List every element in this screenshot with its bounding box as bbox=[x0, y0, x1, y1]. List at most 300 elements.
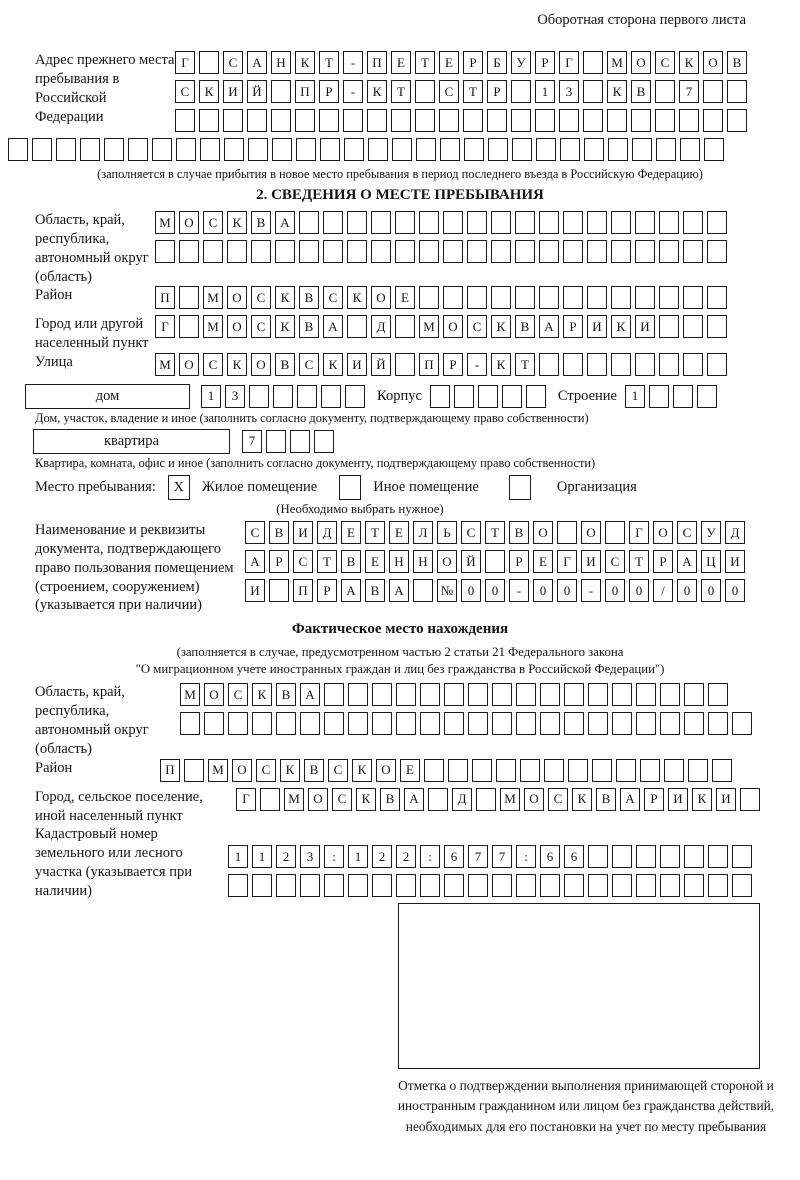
char-box[interactable] bbox=[635, 286, 655, 309]
char-box[interactable] bbox=[199, 51, 219, 74]
char-box[interactable] bbox=[228, 712, 248, 735]
char-box[interactable] bbox=[660, 845, 680, 868]
char-box[interactable] bbox=[468, 874, 488, 897]
char-box[interactable] bbox=[252, 874, 272, 897]
char-box[interactable] bbox=[539, 240, 559, 263]
char-box[interactable] bbox=[563, 211, 583, 234]
char-box[interactable]: П bbox=[367, 51, 387, 74]
char-box[interactable]: В bbox=[509, 521, 529, 544]
char-box[interactable] bbox=[372, 683, 392, 706]
char-box[interactable] bbox=[673, 385, 693, 408]
char-box[interactable]: И bbox=[668, 788, 688, 811]
char-box[interactable]: В bbox=[269, 521, 289, 544]
char-box[interactable]: Д bbox=[371, 315, 391, 338]
char-box[interactable] bbox=[631, 109, 651, 132]
char-box[interactable] bbox=[269, 579, 289, 602]
char-box[interactable] bbox=[727, 109, 747, 132]
char-box[interactable]: П bbox=[419, 353, 439, 376]
char-box[interactable] bbox=[659, 315, 679, 338]
char-box[interactable]: 0 bbox=[461, 579, 481, 602]
char-box[interactable]: С bbox=[439, 80, 459, 103]
char-box[interactable] bbox=[464, 138, 484, 161]
char-box[interactable] bbox=[396, 683, 416, 706]
char-box[interactable]: О bbox=[443, 315, 463, 338]
char-box[interactable] bbox=[56, 138, 76, 161]
char-box[interactable] bbox=[415, 109, 435, 132]
char-box[interactable] bbox=[420, 874, 440, 897]
char-box[interactable]: Т bbox=[415, 51, 435, 74]
char-box[interactable]: И bbox=[725, 550, 745, 573]
char-box[interactable]: У bbox=[701, 521, 721, 544]
char-box[interactable] bbox=[516, 712, 536, 735]
char-box[interactable] bbox=[502, 385, 522, 408]
char-box[interactable]: Р bbox=[644, 788, 664, 811]
char-box[interactable] bbox=[276, 874, 296, 897]
char-box[interactable]: К bbox=[352, 759, 372, 782]
char-box[interactable]: 3 bbox=[300, 845, 320, 868]
char-box[interactable]: А bbox=[620, 788, 640, 811]
char-box[interactable] bbox=[704, 138, 724, 161]
char-box[interactable] bbox=[227, 240, 247, 263]
char-box[interactable]: А bbox=[404, 788, 424, 811]
char-box[interactable] bbox=[515, 240, 535, 263]
char-box[interactable] bbox=[587, 211, 607, 234]
char-box[interactable] bbox=[588, 874, 608, 897]
char-box[interactable]: В bbox=[380, 788, 400, 811]
char-box[interactable]: О bbox=[653, 521, 673, 544]
char-box[interactable] bbox=[635, 240, 655, 263]
char-box[interactable]: Р bbox=[563, 315, 583, 338]
char-box[interactable]: И bbox=[635, 315, 655, 338]
char-box[interactable]: Г bbox=[175, 51, 195, 74]
char-box[interactable] bbox=[649, 385, 669, 408]
char-box[interactable]: 7 bbox=[242, 430, 262, 453]
char-box[interactable] bbox=[659, 286, 679, 309]
char-box[interactable] bbox=[587, 353, 607, 376]
char-box[interactable] bbox=[444, 712, 464, 735]
char-box[interactable] bbox=[659, 240, 679, 263]
char-box[interactable]: О bbox=[227, 315, 247, 338]
char-box[interactable] bbox=[323, 240, 343, 263]
char-box[interactable] bbox=[454, 385, 474, 408]
char-box[interactable] bbox=[559, 109, 579, 132]
char-box[interactable]: Г bbox=[155, 315, 175, 338]
char-box[interactable]: В bbox=[251, 211, 271, 234]
char-box[interactable]: С bbox=[332, 788, 352, 811]
char-box[interactable] bbox=[468, 683, 488, 706]
char-box[interactable]: Т bbox=[629, 550, 649, 573]
char-box[interactable] bbox=[511, 80, 531, 103]
char-box[interactable] bbox=[440, 138, 460, 161]
char-box[interactable] bbox=[539, 211, 559, 234]
char-box[interactable]: С bbox=[655, 51, 675, 74]
char-box[interactable] bbox=[683, 315, 703, 338]
char-box[interactable] bbox=[616, 759, 636, 782]
char-box[interactable] bbox=[468, 712, 488, 735]
char-box[interactable] bbox=[732, 874, 752, 897]
char-box[interactable]: Г bbox=[557, 550, 577, 573]
char-box[interactable]: И bbox=[581, 550, 601, 573]
char-box[interactable]: С bbox=[245, 521, 265, 544]
char-box[interactable] bbox=[396, 874, 416, 897]
char-box[interactable] bbox=[485, 550, 505, 573]
char-box[interactable]: К bbox=[367, 80, 387, 103]
char-box[interactable] bbox=[249, 385, 269, 408]
char-box[interactable] bbox=[320, 138, 340, 161]
char-box[interactable]: С bbox=[223, 51, 243, 74]
char-box[interactable]: 0 bbox=[533, 579, 553, 602]
char-box[interactable] bbox=[395, 353, 415, 376]
char-box[interactable] bbox=[492, 712, 512, 735]
char-box[interactable] bbox=[560, 138, 580, 161]
char-box[interactable]: Р bbox=[653, 550, 673, 573]
char-box[interactable] bbox=[496, 759, 516, 782]
char-box[interactable]: 0 bbox=[557, 579, 577, 602]
char-box[interactable]: А bbox=[275, 211, 295, 234]
char-box[interactable]: О bbox=[524, 788, 544, 811]
char-box[interactable] bbox=[683, 211, 703, 234]
char-box[interactable] bbox=[347, 211, 367, 234]
char-box[interactable] bbox=[416, 138, 436, 161]
char-box[interactable]: Б bbox=[487, 51, 507, 74]
char-box[interactable] bbox=[564, 712, 584, 735]
char-box[interactable]: А bbox=[677, 550, 697, 573]
char-box[interactable] bbox=[179, 240, 199, 263]
char-box[interactable] bbox=[199, 109, 219, 132]
char-box[interactable] bbox=[348, 683, 368, 706]
char-box[interactable] bbox=[104, 138, 124, 161]
char-box[interactable]: Г bbox=[559, 51, 579, 74]
char-box[interactable] bbox=[413, 579, 433, 602]
char-box[interactable]: Т bbox=[515, 353, 535, 376]
char-box[interactable]: В bbox=[299, 286, 319, 309]
char-box[interactable]: С bbox=[203, 211, 223, 234]
char-box[interactable]: О bbox=[251, 353, 271, 376]
char-box[interactable] bbox=[175, 109, 195, 132]
char-box[interactable] bbox=[128, 138, 148, 161]
char-box[interactable] bbox=[703, 80, 723, 103]
char-box[interactable]: С bbox=[251, 286, 271, 309]
char-box[interactable]: О bbox=[533, 521, 553, 544]
char-box[interactable]: М bbox=[155, 211, 175, 234]
char-box[interactable] bbox=[697, 385, 717, 408]
char-box[interactable] bbox=[324, 712, 344, 735]
char-box[interactable] bbox=[655, 109, 675, 132]
char-box[interactable] bbox=[592, 759, 612, 782]
char-box[interactable] bbox=[632, 138, 652, 161]
char-box[interactable] bbox=[540, 683, 560, 706]
char-box[interactable]: Ь bbox=[437, 521, 457, 544]
char-box[interactable]: 1 bbox=[201, 385, 221, 408]
char-box[interactable]: О bbox=[308, 788, 328, 811]
char-box[interactable]: Т bbox=[317, 550, 337, 573]
char-box[interactable]: Р bbox=[509, 550, 529, 573]
char-box[interactable]: Н bbox=[389, 550, 409, 573]
stay-type-checkbox-other[interactable] bbox=[339, 475, 361, 500]
char-box[interactable] bbox=[314, 430, 334, 453]
stay-type-checkbox-organization[interactable] bbox=[509, 475, 531, 500]
char-box[interactable]: И bbox=[716, 788, 736, 811]
char-box[interactable]: 2 bbox=[396, 845, 416, 868]
char-box[interactable]: О bbox=[232, 759, 252, 782]
char-box[interactable]: 7 bbox=[679, 80, 699, 103]
char-box[interactable]: 7 bbox=[468, 845, 488, 868]
char-box[interactable] bbox=[740, 788, 760, 811]
char-box[interactable]: К bbox=[227, 211, 247, 234]
char-box[interactable] bbox=[252, 712, 272, 735]
char-box[interactable]: Р bbox=[443, 353, 463, 376]
char-box[interactable]: И bbox=[347, 353, 367, 376]
char-box[interactable]: В bbox=[365, 579, 385, 602]
char-box[interactable] bbox=[248, 138, 268, 161]
char-box[interactable] bbox=[300, 712, 320, 735]
char-box[interactable]: И bbox=[223, 80, 243, 103]
char-box[interactable]: 0 bbox=[605, 579, 625, 602]
char-box[interactable] bbox=[260, 788, 280, 811]
char-box[interactable]: К bbox=[275, 315, 295, 338]
char-box[interactable]: А bbox=[341, 579, 361, 602]
char-box[interactable] bbox=[703, 109, 723, 132]
char-box[interactable] bbox=[324, 683, 344, 706]
char-box[interactable] bbox=[443, 211, 463, 234]
char-box[interactable] bbox=[272, 138, 292, 161]
char-box[interactable]: В bbox=[727, 51, 747, 74]
char-box[interactable]: Е bbox=[533, 550, 553, 573]
char-box[interactable] bbox=[266, 430, 286, 453]
char-box[interactable] bbox=[707, 353, 727, 376]
char-box[interactable] bbox=[684, 845, 704, 868]
char-box[interactable] bbox=[204, 712, 224, 735]
char-box[interactable]: К bbox=[356, 788, 376, 811]
char-box[interactable]: - bbox=[581, 579, 601, 602]
char-box[interactable]: И bbox=[587, 315, 607, 338]
char-box[interactable]: / bbox=[653, 579, 673, 602]
char-box[interactable]: 0 bbox=[725, 579, 745, 602]
char-box[interactable] bbox=[324, 874, 344, 897]
char-box[interactable] bbox=[588, 845, 608, 868]
char-box[interactable] bbox=[8, 138, 28, 161]
char-box[interactable] bbox=[444, 874, 464, 897]
char-box[interactable] bbox=[224, 138, 244, 161]
char-box[interactable]: М bbox=[607, 51, 627, 74]
char-box[interactable]: Д bbox=[317, 521, 337, 544]
char-box[interactable]: И bbox=[245, 579, 265, 602]
char-box[interactable] bbox=[492, 874, 512, 897]
char-box[interactable]: Р bbox=[269, 550, 289, 573]
char-box[interactable] bbox=[203, 240, 223, 263]
char-box[interactable] bbox=[712, 759, 732, 782]
char-box[interactable] bbox=[540, 874, 560, 897]
char-box[interactable] bbox=[372, 712, 392, 735]
char-box[interactable] bbox=[491, 286, 511, 309]
char-box[interactable] bbox=[536, 138, 556, 161]
char-box[interactable] bbox=[179, 286, 199, 309]
char-box[interactable] bbox=[371, 240, 391, 263]
char-box[interactable]: К bbox=[607, 80, 627, 103]
char-box[interactable] bbox=[180, 712, 200, 735]
char-box[interactable] bbox=[583, 80, 603, 103]
char-box[interactable]: 0 bbox=[677, 579, 697, 602]
char-box[interactable] bbox=[443, 286, 463, 309]
char-box[interactable]: - bbox=[467, 353, 487, 376]
char-box[interactable] bbox=[371, 211, 391, 234]
char-box[interactable]: 6 bbox=[564, 845, 584, 868]
char-box[interactable] bbox=[420, 712, 440, 735]
char-box[interactable] bbox=[635, 211, 655, 234]
char-box[interactable]: Т bbox=[365, 521, 385, 544]
char-box[interactable] bbox=[539, 353, 559, 376]
char-box[interactable] bbox=[607, 109, 627, 132]
char-box[interactable]: А bbox=[389, 579, 409, 602]
char-box[interactable] bbox=[295, 109, 315, 132]
char-box[interactable] bbox=[516, 683, 536, 706]
char-box[interactable] bbox=[392, 138, 412, 161]
char-box[interactable]: Л bbox=[413, 521, 433, 544]
char-box[interactable]: Т bbox=[485, 521, 505, 544]
char-box[interactable] bbox=[430, 385, 450, 408]
char-box[interactable] bbox=[683, 240, 703, 263]
char-box[interactable] bbox=[348, 712, 368, 735]
char-box[interactable] bbox=[247, 109, 267, 132]
char-box[interactable] bbox=[688, 759, 708, 782]
char-box[interactable] bbox=[176, 138, 196, 161]
char-box[interactable] bbox=[683, 286, 703, 309]
char-box[interactable] bbox=[655, 80, 675, 103]
char-box[interactable] bbox=[539, 286, 559, 309]
char-box[interactable] bbox=[415, 80, 435, 103]
char-box[interactable]: П bbox=[155, 286, 175, 309]
char-box[interactable]: Е bbox=[341, 521, 361, 544]
char-box[interactable] bbox=[636, 683, 656, 706]
char-box[interactable]: Ц bbox=[701, 550, 721, 573]
char-box[interactable] bbox=[640, 759, 660, 782]
char-box[interactable] bbox=[659, 353, 679, 376]
char-box[interactable]: 1 bbox=[348, 845, 368, 868]
char-box[interactable] bbox=[152, 138, 172, 161]
char-box[interactable] bbox=[564, 874, 584, 897]
char-box[interactable]: К bbox=[295, 51, 315, 74]
char-box[interactable] bbox=[478, 385, 498, 408]
char-box[interactable]: И bbox=[293, 521, 313, 544]
char-box[interactable]: Е bbox=[400, 759, 420, 782]
char-box[interactable] bbox=[419, 240, 439, 263]
char-box[interactable] bbox=[659, 211, 679, 234]
char-box[interactable]: Р bbox=[535, 51, 555, 74]
char-box[interactable] bbox=[372, 874, 392, 897]
char-box[interactable]: 7 bbox=[492, 845, 512, 868]
char-box[interactable] bbox=[299, 240, 319, 263]
char-box[interactable] bbox=[563, 240, 583, 263]
char-box[interactable] bbox=[297, 385, 317, 408]
char-box[interactable] bbox=[251, 240, 271, 263]
char-box[interactable]: В bbox=[275, 353, 295, 376]
char-box[interactable]: 2 bbox=[372, 845, 392, 868]
char-box[interactable]: Т bbox=[319, 51, 339, 74]
char-box[interactable]: К bbox=[692, 788, 712, 811]
char-box[interactable]: К bbox=[323, 353, 343, 376]
char-box[interactable] bbox=[228, 874, 248, 897]
char-box[interactable] bbox=[395, 315, 415, 338]
char-box[interactable]: Е bbox=[389, 521, 409, 544]
char-box[interactable] bbox=[80, 138, 100, 161]
char-box[interactable] bbox=[540, 712, 560, 735]
char-box[interactable] bbox=[300, 874, 320, 897]
char-box[interactable] bbox=[467, 211, 487, 234]
char-box[interactable]: М bbox=[500, 788, 520, 811]
char-box[interactable]: Д bbox=[452, 788, 472, 811]
char-box[interactable]: 6 bbox=[540, 845, 560, 868]
char-box[interactable]: П bbox=[160, 759, 180, 782]
char-box[interactable] bbox=[296, 138, 316, 161]
char-box[interactable] bbox=[587, 240, 607, 263]
char-box[interactable]: М bbox=[284, 788, 304, 811]
char-box[interactable]: С bbox=[251, 315, 271, 338]
char-box[interactable] bbox=[290, 430, 310, 453]
char-box[interactable]: 1 bbox=[252, 845, 272, 868]
char-box[interactable]: Н bbox=[413, 550, 433, 573]
char-box[interactable]: К bbox=[491, 315, 511, 338]
char-box[interactable]: А bbox=[300, 683, 320, 706]
char-box[interactable]: К bbox=[275, 286, 295, 309]
char-box[interactable] bbox=[184, 759, 204, 782]
char-box[interactable] bbox=[444, 683, 464, 706]
char-box[interactable]: 3 bbox=[559, 80, 579, 103]
char-box[interactable] bbox=[299, 211, 319, 234]
char-box[interactable]: Н bbox=[271, 51, 291, 74]
char-box[interactable]: О bbox=[227, 286, 247, 309]
char-box[interactable] bbox=[476, 788, 496, 811]
char-box[interactable]: Е bbox=[365, 550, 385, 573]
char-box[interactable]: М bbox=[419, 315, 439, 338]
char-box[interactable] bbox=[419, 211, 439, 234]
char-box[interactable]: Р bbox=[487, 80, 507, 103]
char-box[interactable] bbox=[368, 138, 388, 161]
char-box[interactable]: А bbox=[247, 51, 267, 74]
char-box[interactable] bbox=[588, 683, 608, 706]
char-box[interactable]: 0 bbox=[701, 579, 721, 602]
char-box[interactable]: Д bbox=[725, 521, 745, 544]
char-box[interactable] bbox=[611, 240, 631, 263]
char-box[interactable]: К bbox=[280, 759, 300, 782]
char-box[interactable]: 1 bbox=[625, 385, 645, 408]
char-box[interactable]: Г bbox=[236, 788, 256, 811]
char-box[interactable] bbox=[395, 211, 415, 234]
char-box[interactable]: К bbox=[572, 788, 592, 811]
char-box[interactable]: С bbox=[323, 286, 343, 309]
char-box[interactable] bbox=[660, 712, 680, 735]
char-box[interactable] bbox=[557, 521, 577, 544]
char-box[interactable]: О bbox=[179, 353, 199, 376]
char-box[interactable]: 3 bbox=[225, 385, 245, 408]
char-box[interactable] bbox=[323, 211, 343, 234]
char-box[interactable] bbox=[428, 788, 448, 811]
char-box[interactable]: Р bbox=[463, 51, 483, 74]
char-box[interactable]: В bbox=[304, 759, 324, 782]
char-box[interactable] bbox=[343, 109, 363, 132]
char-box[interactable] bbox=[605, 521, 625, 544]
char-box[interactable] bbox=[563, 286, 583, 309]
stay-type-checkbox-residential[interactable]: X bbox=[168, 475, 190, 500]
char-box[interactable]: П bbox=[295, 80, 315, 103]
char-box[interactable] bbox=[611, 286, 631, 309]
char-box[interactable] bbox=[535, 109, 555, 132]
char-box[interactable]: М bbox=[203, 315, 223, 338]
char-box[interactable] bbox=[511, 109, 531, 132]
char-box[interactable]: Й bbox=[247, 80, 267, 103]
char-box[interactable] bbox=[660, 683, 680, 706]
char-box[interactable] bbox=[708, 845, 728, 868]
char-box[interactable]: О bbox=[179, 211, 199, 234]
